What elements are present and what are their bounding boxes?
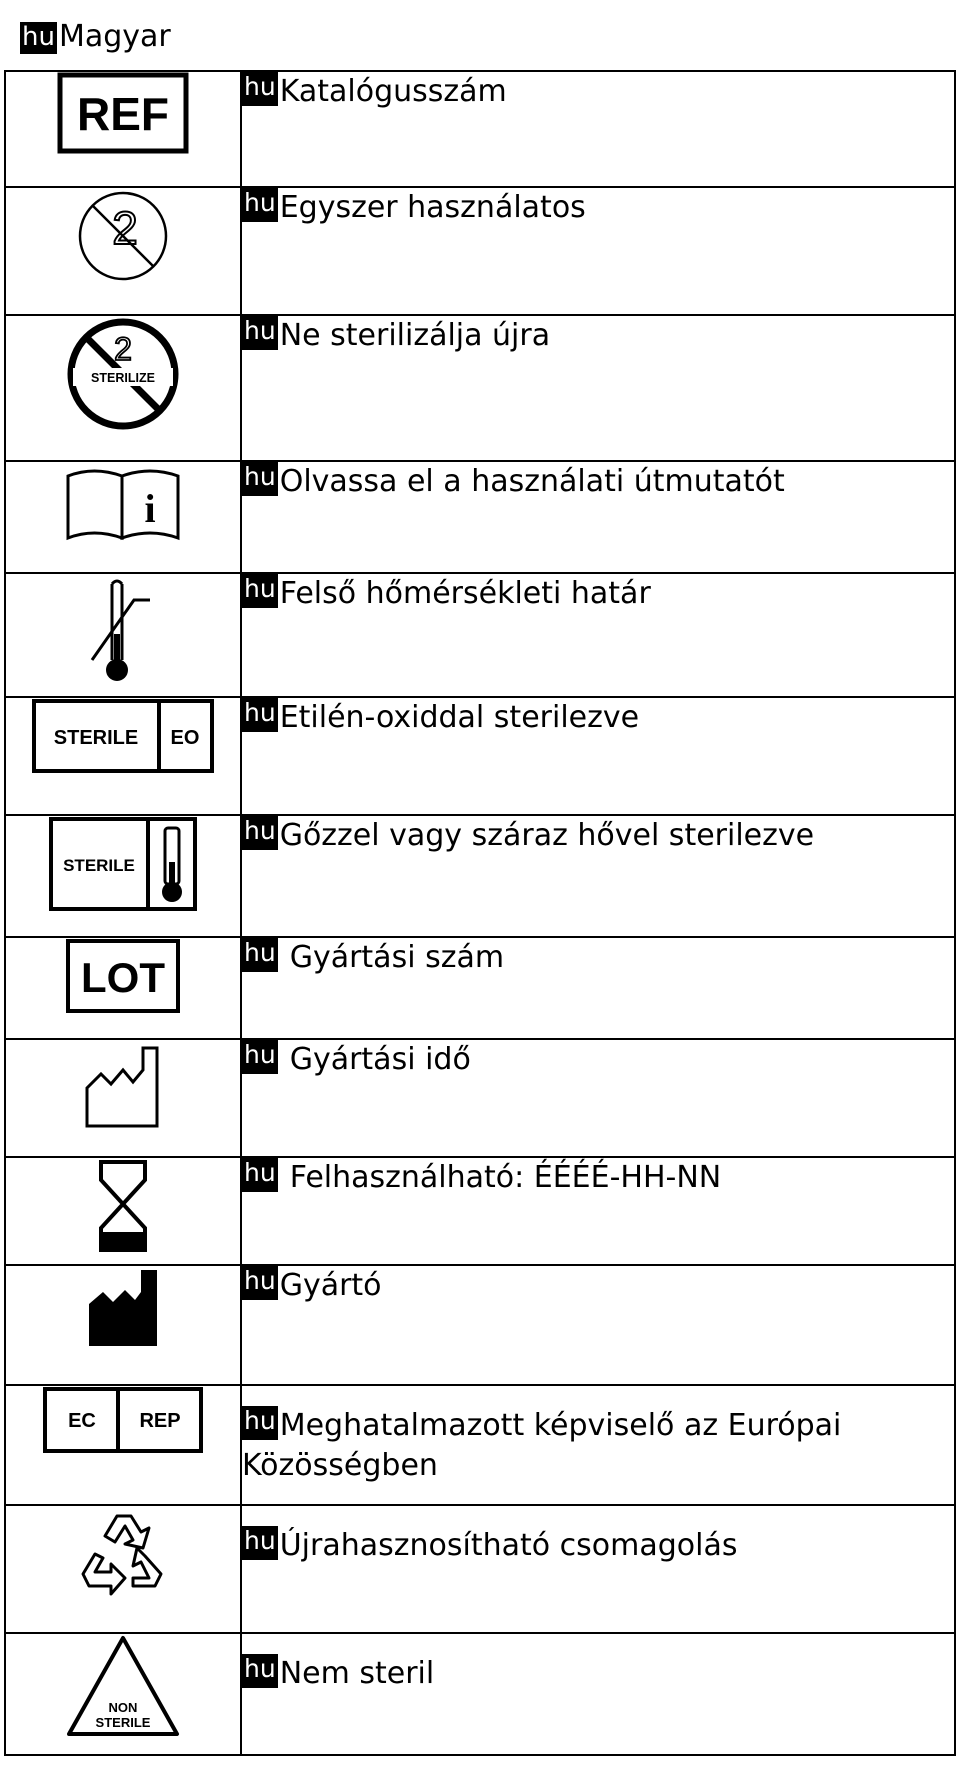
- description-cell: [241, 1039, 955, 1157]
- page-header: [20, 14, 171, 54]
- language-code-badge: hu: [242, 574, 278, 608]
- symbol-cell: [5, 461, 241, 573]
- symbol-cell: [5, 937, 241, 1039]
- symbol-description: Katalógusszám: [279, 74, 507, 109]
- language-code-badge: hu: [242, 1158, 278, 1192]
- language-code-badge: hu: [242, 698, 278, 732]
- symbol-description: Olvassa el a használati útmutatót: [279, 464, 785, 499]
- symbol-description: Egyszer használatos: [279, 190, 586, 225]
- symbol-label-secondary: STERILE: [95, 1715, 151, 1730]
- language-code-badge: hu: [242, 1654, 278, 1688]
- page-title: Magyar: [58, 19, 171, 54]
- sterile-eo-icon: [31, 698, 215, 774]
- symbol-description: Meghatalmazott képviselő az Európai Közösségben: [242, 1408, 842, 1483]
- symbol-label-secondary: REP: [139, 1410, 181, 1432]
- table-row: [5, 697, 955, 815]
- language-code-badge: hu: [242, 938, 278, 972]
- symbol-description: Ne sterilizálja újra: [279, 318, 551, 353]
- description-cell: [241, 1157, 955, 1265]
- sterile-steam-icon: [48, 816, 198, 912]
- language-code-badge: hu: [242, 72, 278, 106]
- description-cell: [241, 573, 955, 697]
- symbol-label: STERILIZE: [91, 371, 155, 385]
- manufacturer-icon: [85, 1266, 161, 1348]
- symbol-cell: [5, 1385, 241, 1505]
- description-cell: [241, 1633, 955, 1755]
- table-row: [5, 71, 955, 187]
- symbol-description: Újrahasznosítható csomagolás: [279, 1528, 738, 1563]
- symbol-description: Nem steril: [279, 1656, 435, 1691]
- table-row: [5, 1505, 955, 1633]
- non-sterile-icon: [65, 1634, 181, 1738]
- symbol-label: i: [144, 486, 156, 531]
- upper-temperature-limit-icon: [88, 574, 158, 684]
- description-cell: [241, 697, 955, 815]
- description-cell: [241, 461, 955, 573]
- table-row: [5, 187, 955, 315]
- language-code-badge: hu: [242, 188, 278, 222]
- language-code-badge: hu: [242, 1406, 278, 1440]
- symbol-label: STERILE: [63, 856, 135, 875]
- description-cell: [241, 815, 955, 937]
- description-cell: [241, 315, 955, 461]
- symbol-cell: [5, 573, 241, 697]
- symbol-description: Gyártó: [279, 1268, 382, 1303]
- use-by-hourglass-icon: [95, 1158, 151, 1254]
- table-row: [5, 573, 955, 697]
- symbol-label: STERILE: [53, 727, 139, 749]
- language-code-badge: hu: [242, 1526, 278, 1560]
- table-row: [5, 815, 955, 937]
- language-code-badge: hu: [242, 1040, 278, 1074]
- symbol-cell: [5, 815, 241, 937]
- description-cell: [241, 1385, 955, 1505]
- symbol-description: Felhasználható: ÉÉÉÉ-HH-NN: [289, 1160, 722, 1195]
- ec-rep-icon: [42, 1386, 204, 1454]
- description-cell: [241, 937, 955, 1039]
- language-code-badge: hu: [242, 816, 278, 850]
- catalogue-number-icon: [57, 72, 189, 154]
- symbol-label: REF: [77, 88, 169, 140]
- recyclable-icon: [75, 1506, 171, 1596]
- symbol-description: Gőzzel vagy száraz hővel sterilezve: [279, 818, 815, 853]
- description-cell: [241, 71, 955, 187]
- language-code-badge: hu: [242, 316, 278, 350]
- symbol-cell: [5, 1633, 241, 1755]
- single-use-icon: [75, 188, 171, 284]
- table-row: [5, 1385, 955, 1505]
- symbol-description: Gyártási szám: [289, 940, 505, 975]
- symbols-table: [4, 70, 956, 1756]
- table-row: [5, 315, 955, 461]
- symbol-label: 2: [112, 202, 138, 254]
- manufacture-date-icon: [81, 1040, 165, 1130]
- symbol-description: Etilén-oxiddal sterilezve: [279, 700, 640, 735]
- description-cell: [241, 1265, 955, 1385]
- symbol-cell: [5, 1157, 241, 1265]
- symbol-cell: [5, 1039, 241, 1157]
- table-row: [5, 1633, 955, 1755]
- symbol-label: LOT: [81, 954, 165, 1001]
- description-cell: [241, 1505, 955, 1633]
- symbol-cell: [5, 1265, 241, 1385]
- symbol-label: NON: [108, 1700, 138, 1715]
- symbol-label: EC: [68, 1410, 96, 1432]
- symbol-cell: [5, 315, 241, 461]
- symbol-description: Felső hőmérsékleti határ: [279, 576, 651, 611]
- symbol-cell: [5, 697, 241, 815]
- table-row: [5, 1039, 955, 1157]
- table-row: [5, 937, 955, 1039]
- symbol-cell: [5, 71, 241, 187]
- table-row: [5, 1157, 955, 1265]
- symbol-cell: [5, 1505, 241, 1633]
- table-row: [5, 461, 955, 573]
- language-code-badge: hu: [242, 462, 278, 496]
- symbol-description: Gyártási idő: [289, 1042, 471, 1077]
- description-cell: [241, 187, 955, 315]
- symbol-label-secondary: EO: [170, 727, 200, 749]
- language-code-badge: hu: [242, 1266, 278, 1300]
- language-code-badge: hu: [22, 22, 55, 52]
- do-not-resterilize-icon: [65, 316, 181, 432]
- lot-number-icon: [65, 938, 181, 1014]
- table-row: [5, 1265, 955, 1385]
- symbol-digit: 2: [114, 331, 132, 367]
- symbol-cell: [5, 187, 241, 315]
- consult-instructions-icon: [64, 462, 182, 542]
